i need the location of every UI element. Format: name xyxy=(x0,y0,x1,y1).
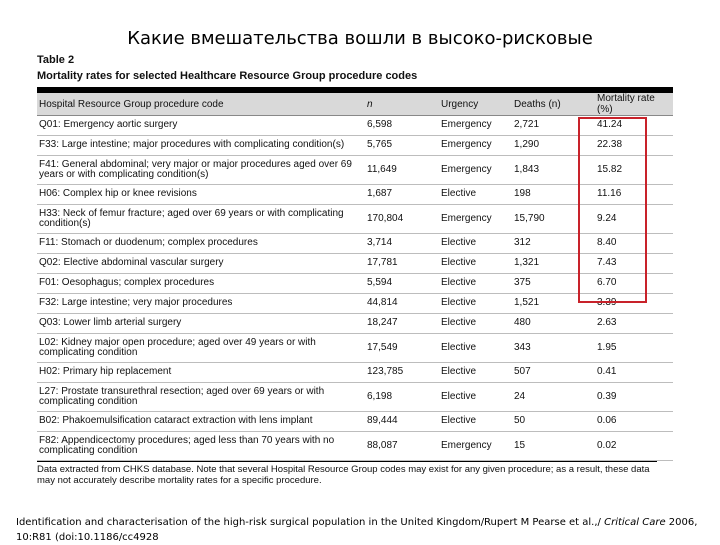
header-urgency: Urgency xyxy=(439,93,512,116)
cell-procedure: H06: Complex hip or knee revisions xyxy=(37,185,365,205)
citation-text: Identification and characterisation of the high-risk surgical population in the United Kingdom/Rupert M Pearse et al.,/ xyxy=(16,517,605,528)
cell-procedure: Q03: Lower limb arterial surgery xyxy=(37,314,365,334)
table-row xyxy=(37,363,673,383)
table-row xyxy=(37,412,673,432)
cell-n: 17,781 xyxy=(365,254,439,274)
cell-mortality: 6.70 xyxy=(595,274,673,294)
cell-n: 18,247 xyxy=(365,314,439,334)
cell-procedure: L02: Kidney major open procedure; aged over 49 years or with complicating condition xyxy=(37,334,365,363)
cell-deaths: 2,721 xyxy=(512,116,595,136)
cell-procedure: Q01: Emergency aortic surgery xyxy=(37,116,365,136)
cell-n: 6,198 xyxy=(365,383,439,412)
header-deaths: Deaths (n) xyxy=(512,93,595,116)
cell-procedure: L27: Prostate transurethral resection; aged over 69 years or with complicating condition xyxy=(37,383,365,412)
cell-urgency: Emergency xyxy=(439,432,512,461)
cell-procedure: F01: Oesophagus; complex procedures xyxy=(37,274,365,294)
cell-n: 5,765 xyxy=(365,136,439,156)
cell-deaths: 375 xyxy=(512,274,595,294)
cell-urgency: Elective xyxy=(439,185,512,205)
cell-deaths: 480 xyxy=(512,314,595,334)
cell-mortality: 3.39 xyxy=(595,294,673,314)
cell-procedure: Q02: Elective abdominal vascular surgery xyxy=(37,254,365,274)
table-row xyxy=(37,294,673,314)
cell-deaths: 312 xyxy=(512,234,595,254)
cell-n: 123,785 xyxy=(365,363,439,383)
table-row xyxy=(37,314,673,334)
cell-mortality: 7.43 xyxy=(595,254,673,274)
cell-mortality: 2.63 xyxy=(595,314,673,334)
cell-deaths: 1,290 xyxy=(512,136,595,156)
table-header-row xyxy=(37,93,673,116)
table-figure xyxy=(37,53,673,486)
table-row xyxy=(37,254,673,274)
table-row xyxy=(37,136,673,156)
cell-deaths: 24 xyxy=(512,383,595,412)
table-row xyxy=(37,156,673,185)
source-citation xyxy=(16,515,716,545)
cell-mortality: 11.16 xyxy=(595,185,673,205)
table-label: Table 2 xyxy=(37,54,75,66)
header-mortality-rate: Mortality rate (%) xyxy=(595,93,673,116)
cell-urgency: Elective xyxy=(439,294,512,314)
table-caption: Mortality rates for selected Healthcare Resource Group procedure codes xyxy=(37,70,418,82)
header-n: n xyxy=(365,93,439,116)
table-row xyxy=(37,432,673,461)
cell-urgency: Elective xyxy=(439,334,512,363)
cell-urgency: Elective xyxy=(439,274,512,294)
cell-procedure: F41: General abdominal; very major or major procedures aged over 69 years or with complicating condition(s) xyxy=(37,156,365,185)
cell-n: 88,087 xyxy=(365,432,439,461)
cell-n: 1,687 xyxy=(365,185,439,205)
cell-urgency: Elective xyxy=(439,314,512,334)
cell-mortality: 9.24 xyxy=(595,205,673,234)
cell-mortality: 0.02 xyxy=(595,432,673,461)
cell-procedure: B02: Phakoemulsification cataract extraction with lens implant xyxy=(37,412,365,432)
table-footnote: Data extracted from CHKS database. Note that several Hospital Resource Group codes may exist for any given procedure; as a result, these data may not accurately describe mortality rates for a specific procedure. xyxy=(37,461,657,486)
cell-deaths: 50 xyxy=(512,412,595,432)
table-row xyxy=(37,234,673,254)
table-row xyxy=(37,205,673,234)
cell-n: 17,549 xyxy=(365,334,439,363)
cell-deaths: 343 xyxy=(512,334,595,363)
cell-procedure: F82: Appendicectomy procedures; aged less than 70 years with no complicating condition xyxy=(37,432,365,461)
cell-procedure: H02: Primary hip replacement xyxy=(37,363,365,383)
cell-urgency: Elective xyxy=(439,383,512,412)
table-row xyxy=(37,185,673,205)
cell-deaths: 15,790 xyxy=(512,205,595,234)
cell-procedure: F32: Large intestine; very major procedures xyxy=(37,294,365,314)
cell-n: 11,649 xyxy=(365,156,439,185)
cell-mortality: 15.82 xyxy=(595,156,673,185)
table-row xyxy=(37,334,673,363)
cell-procedure: F11: Stomach or duodenum; complex procedures xyxy=(37,234,365,254)
cell-procedure: F33: Large intestine; major procedures with complicating condition(s) xyxy=(37,136,365,156)
cell-urgency: Elective xyxy=(439,234,512,254)
table-row xyxy=(37,383,673,412)
cell-deaths: 198 xyxy=(512,185,595,205)
cell-mortality: 22.38 xyxy=(595,136,673,156)
cell-mortality: 41.24 xyxy=(595,116,673,136)
cell-n: 3,714 xyxy=(365,234,439,254)
cell-mortality: 0.39 xyxy=(595,383,673,412)
cell-n: 6,598 xyxy=(365,116,439,136)
cell-urgency: Emergency xyxy=(439,205,512,234)
table-row xyxy=(37,274,673,294)
cell-n: 44,814 xyxy=(365,294,439,314)
cell-mortality: 1.95 xyxy=(595,334,673,363)
cell-urgency: Emergency xyxy=(439,116,512,136)
cell-urgency: Emergency xyxy=(439,136,512,156)
header-procedure-code: Hospital Resource Group procedure code xyxy=(37,93,365,116)
slide-title: Какие вмешательства вошли в высоко-рисковые xyxy=(127,28,593,49)
cell-urgency: Elective xyxy=(439,363,512,383)
cell-procedure: H33: Neck of femur fracture; aged over 69 years or with complicating condition(s) xyxy=(37,205,365,234)
table-row xyxy=(37,116,673,136)
citation-ref: 2006, 10:R81 (doi:10.1186/cc4928 xyxy=(16,517,698,543)
cell-deaths: 1,843 xyxy=(512,156,595,185)
cell-n: 89,444 xyxy=(365,412,439,432)
mortality-table xyxy=(37,93,673,461)
cell-mortality: 0.06 xyxy=(595,412,673,432)
cell-deaths: 1,521 xyxy=(512,294,595,314)
cell-deaths: 15 xyxy=(512,432,595,461)
cell-mortality: 8.40 xyxy=(595,234,673,254)
cell-n: 170,804 xyxy=(365,205,439,234)
cell-deaths: 1,321 xyxy=(512,254,595,274)
cell-n: 5,594 xyxy=(365,274,439,294)
cell-mortality: 0.41 xyxy=(595,363,673,383)
cell-urgency: Emergency xyxy=(439,156,512,185)
cell-urgency: Elective xyxy=(439,254,512,274)
cell-urgency: Elective xyxy=(439,412,512,432)
cell-deaths: 507 xyxy=(512,363,595,383)
citation-journal: Critical Care xyxy=(604,517,666,528)
